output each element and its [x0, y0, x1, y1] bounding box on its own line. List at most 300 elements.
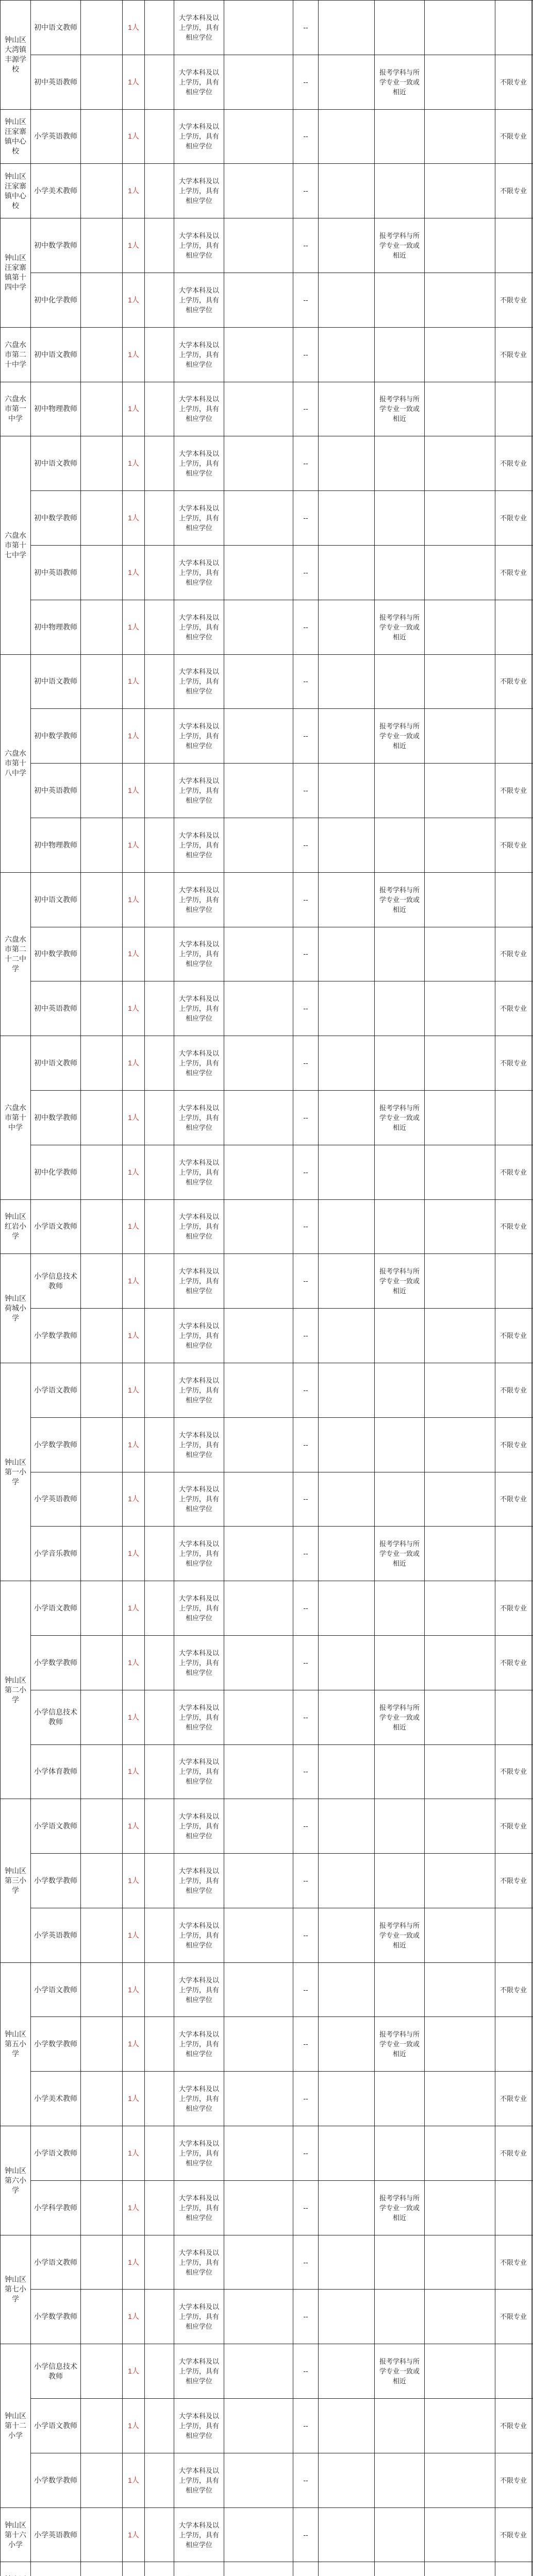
note-cell	[375, 1, 425, 55]
note-cell: 报考学科与所学专业一致或相近	[375, 55, 425, 109]
blank-cell	[319, 1, 375, 55]
unit-cell: 钟山区第十六小学	[1, 2507, 31, 2562]
blank-cell	[319, 2399, 375, 2453]
blank-cell	[145, 2072, 174, 2126]
blank-cell	[425, 1254, 495, 1309]
blank-cell	[81, 1854, 123, 1908]
tail-cell	[532, 1309, 533, 1363]
blank-cell	[224, 2235, 293, 2290]
post-cell: 小学信息技术教师	[31, 1254, 81, 1309]
education-cell: 大学本科及以上学历，具有相应学位	[174, 1581, 224, 1636]
tail-cell	[532, 1690, 533, 1744]
blank-cell	[319, 2235, 375, 2290]
table-row	[1, 1472, 533, 1527]
count-cell: 1人	[123, 436, 145, 491]
tail-cell	[532, 2017, 533, 2072]
unit-cell: 六盘水市第十七中学	[1, 436, 31, 654]
blank-cell	[224, 1363, 293, 1417]
blank-cell	[81, 2344, 123, 2399]
dash-cell: --	[293, 1908, 319, 1962]
blank-cell	[81, 709, 123, 764]
count-cell: 1人	[123, 1527, 145, 1581]
blank-cell	[81, 1581, 123, 1636]
blank-cell	[224, 109, 293, 164]
blank-cell	[145, 218, 174, 273]
unit-cell: 六盘水市第二十二中学	[1, 872, 31, 1036]
tail-cell	[532, 1472, 533, 1527]
blank-cell	[425, 2126, 495, 2181]
count-cell: 1人	[123, 600, 145, 654]
post-cell: 小学音乐教师	[31, 1527, 81, 1581]
blank-cell	[224, 1309, 293, 1363]
post-cell: 初中数学教师	[31, 218, 81, 273]
education-cell: 大学本科及以上学历，具有相应学位	[174, 2290, 224, 2344]
blank-cell	[81, 1635, 123, 1690]
education-cell: 大学本科及以上学历，具有相应学位	[174, 2072, 224, 2126]
dash-cell: --	[293, 273, 319, 327]
note-cell: 报考学科与所学专业一致或相近	[375, 218, 425, 273]
dash-cell: --	[293, 55, 319, 109]
unit-cell: 钟山区汪家寨镇第十四中学	[1, 218, 31, 328]
blank-cell	[224, 2507, 293, 2562]
note-cell	[375, 2562, 425, 2576]
dash-cell: --	[293, 1254, 319, 1309]
blank-cell	[81, 1744, 123, 1799]
blank-cell	[425, 1036, 495, 1091]
dash-cell: --	[293, 1690, 319, 1744]
blank-cell	[425, 2235, 495, 2290]
blank-cell	[319, 1145, 375, 1199]
table-row	[1, 164, 533, 218]
blank-cell	[81, 2235, 123, 2290]
blank-cell	[145, 1799, 174, 1854]
table-row	[1, 1744, 533, 1799]
dash-cell: --	[293, 327, 319, 382]
blank-cell	[81, 818, 123, 872]
education-cell: 大学本科及以上学历，具有相应学位	[174, 1472, 224, 1527]
count-cell: 1人	[123, 1854, 145, 1908]
education-cell: 大学本科及以上学历，具有相应学位	[174, 981, 224, 1036]
table-row	[1, 1962, 533, 2017]
blank-cell	[81, 927, 123, 981]
dash-cell: --	[293, 1309, 319, 1363]
note-cell	[375, 273, 425, 327]
major-cell	[495, 382, 532, 436]
count-cell: 1人	[123, 1635, 145, 1690]
blank-cell	[425, 1145, 495, 1199]
table-row	[1, 327, 533, 382]
blank-cell	[145, 981, 174, 1036]
blank-cell	[224, 1199, 293, 1254]
blank-cell	[319, 1090, 375, 1145]
blank-cell	[81, 55, 123, 109]
major-cell: 不限专业	[495, 55, 532, 109]
post-cell: 初中物理教师	[31, 382, 81, 436]
blank-cell	[425, 218, 495, 273]
note-cell	[375, 927, 425, 981]
table-row	[1, 654, 533, 709]
blank-cell	[224, 764, 293, 818]
note-cell: 报考学科与所学专业一致或相近	[375, 2344, 425, 2399]
tail-cell	[532, 764, 533, 818]
blank-cell	[319, 1854, 375, 1908]
education-cell: 大学本科及以上学历，具有相应学位	[174, 709, 224, 764]
blank-cell	[224, 1527, 293, 1581]
blank-cell	[319, 927, 375, 981]
table-row	[1, 2562, 533, 2576]
count-cell: 1人	[123, 1799, 145, 1854]
blank-cell	[425, 1854, 495, 1908]
tail-cell	[532, 2399, 533, 2453]
note-cell: 报考学科与所学专业一致或相近	[375, 600, 425, 654]
blank-cell	[145, 1254, 174, 1309]
table-row	[1, 1309, 533, 1363]
unit-cell: 六盘水市第十中学	[1, 1036, 31, 1199]
count-cell: 1人	[123, 1417, 145, 1472]
post-cell: 小学语文教师	[31, 2126, 81, 2181]
blank-cell	[319, 164, 375, 218]
dash-cell: --	[293, 1527, 319, 1581]
count-cell: 1人	[123, 654, 145, 709]
blank-cell	[145, 872, 174, 927]
post-cell: 小学语文教师	[31, 1363, 81, 1417]
post-cell: 小学数学教师	[31, 2017, 81, 2072]
count-cell: 1人	[123, 2344, 145, 2399]
major-cell: 不限专业	[495, 654, 532, 709]
blank-cell	[319, 1690, 375, 1744]
blank-cell	[319, 218, 375, 273]
table-row	[1, 436, 533, 491]
blank-cell	[319, 2290, 375, 2344]
blank-cell	[319, 2453, 375, 2507]
note-cell	[375, 436, 425, 491]
blank-cell	[81, 436, 123, 491]
post-cell: 初中化学教师	[31, 273, 81, 327]
blank-cell	[425, 1527, 495, 1581]
blank-cell	[145, 1145, 174, 1199]
post-cell: 初中物理教师	[31, 600, 81, 654]
blank-cell	[425, 545, 495, 600]
blank-cell	[81, 1309, 123, 1363]
major-cell: 不限专业	[495, 1744, 532, 1799]
note-cell: 报考学科与所学专业一致或相近	[375, 382, 425, 436]
post-cell: 小学美术教师	[31, 164, 81, 218]
note-cell	[375, 2507, 425, 2562]
education-cell: 大学本科及以上学历，具有相应学位	[174, 545, 224, 600]
blank-cell	[319, 1744, 375, 1799]
note-cell	[375, 109, 425, 164]
post-cell: 小学科学教师	[31, 2180, 81, 2235]
blank-cell	[224, 1635, 293, 1690]
major-cell	[495, 1254, 532, 1309]
table-row	[1, 1854, 533, 1908]
post-cell: 小学语文教师	[31, 1799, 81, 1854]
education-cell: 大学本科及以上学历，具有相应学位	[174, 1, 224, 55]
table-row	[1, 2453, 533, 2507]
blank-cell	[145, 1090, 174, 1145]
blank-cell	[224, 545, 293, 600]
blank-cell	[81, 491, 123, 546]
post-cell: 小学英语教师	[31, 2507, 81, 2562]
education-cell: 大学本科及以上学历，具有相应学位	[174, 2126, 224, 2181]
note-cell	[375, 1581, 425, 1636]
education-cell: 大学本科及以上学历，具有相应学位	[174, 2180, 224, 2235]
blank-cell	[81, 2453, 123, 2507]
major-cell	[495, 1090, 532, 1145]
education-cell: 大学本科及以上学历，具有相应学位	[174, 2344, 224, 2399]
blank-cell	[145, 55, 174, 109]
post-cell: 小学数学教师	[31, 1635, 81, 1690]
blank-cell	[81, 1690, 123, 1744]
major-cell: 不限专业	[495, 273, 532, 327]
dash-cell: --	[293, 1581, 319, 1636]
post-cell: 初中数学教师	[31, 927, 81, 981]
post-cell	[31, 2562, 81, 2576]
count-cell: 1人	[123, 1309, 145, 1363]
table-row	[1, 545, 533, 600]
count-cell: 1人	[123, 2126, 145, 2181]
blank-cell	[81, 273, 123, 327]
blank-cell	[224, 436, 293, 491]
blank-cell	[224, 872, 293, 927]
unit-cell: 六盘水市第一中学	[1, 382, 31, 436]
count-cell: 1人	[123, 709, 145, 764]
blank-cell	[224, 2399, 293, 2453]
blank-cell	[145, 491, 174, 546]
dash-cell: --	[293, 2344, 319, 2399]
tail-cell	[532, 1254, 533, 1309]
education-cell	[174, 2562, 224, 2576]
unit-cell: 钟山区汪家寨镇中心校	[1, 164, 31, 218]
education-cell: 大学本科及以上学历，具有相应学位	[174, 1854, 224, 1908]
blank-cell	[319, 1363, 375, 1417]
table-row	[1, 2072, 533, 2126]
note-cell	[375, 2235, 425, 2290]
blank-cell	[425, 2507, 495, 2562]
blank-cell	[224, 709, 293, 764]
blank-cell	[425, 2562, 495, 2576]
tail-cell	[532, 981, 533, 1036]
education-cell: 大学本科及以上学历，具有相应学位	[174, 818, 224, 872]
education-cell: 大学本科及以上学历，具有相应学位	[174, 872, 224, 927]
blank-cell	[145, 2344, 174, 2399]
post-cell: 初中英语教师	[31, 764, 81, 818]
major-cell: 不限专业	[495, 491, 532, 546]
blank-cell	[145, 1962, 174, 2017]
tail-cell	[532, 1036, 533, 1091]
count-cell: 1人	[123, 1908, 145, 1962]
major-cell: 不限专业	[495, 164, 532, 218]
tail-cell	[532, 818, 533, 872]
major-cell: 不限专业	[495, 1145, 532, 1199]
dash-cell: --	[293, 927, 319, 981]
education-cell: 大学本科及以上学历，具有相应学位	[174, 1635, 224, 1690]
blank-cell	[425, 109, 495, 164]
tail-cell	[532, 1090, 533, 1145]
blank-cell	[319, 764, 375, 818]
table-row	[1, 2017, 533, 2072]
blank-cell	[145, 1036, 174, 1091]
tail-cell	[532, 709, 533, 764]
blank-cell	[425, 1690, 495, 1744]
blank-cell	[145, 2507, 174, 2562]
note-cell: 报考学科与所学专业一致或相近	[375, 709, 425, 764]
unit-cell: 六盘水市第二十中学	[1, 327, 31, 382]
post-cell: 小学体育教师	[31, 1744, 81, 1799]
blank-cell	[224, 2562, 293, 2576]
education-cell: 大学本科及以上学历，具有相应学位	[174, 1690, 224, 1744]
major-cell: 不限专业	[495, 2235, 532, 2290]
education-cell: 大学本科及以上学历，具有相应学位	[174, 1908, 224, 1962]
post-cell: 初中英语教师	[31, 981, 81, 1036]
blank-cell	[145, 1527, 174, 1581]
post-cell: 初中英语教师	[31, 545, 81, 600]
blank-cell	[224, 55, 293, 109]
blank-cell	[145, 1, 174, 55]
count-cell: 1人	[123, 1254, 145, 1309]
blank-cell	[425, 2290, 495, 2344]
education-cell: 大学本科及以上学历，具有相应学位	[174, 1090, 224, 1145]
post-cell: 初中数学教师	[31, 1090, 81, 1145]
tail-cell	[532, 273, 533, 327]
note-cell: 报考学科与所学专业一致或相近	[375, 1527, 425, 1581]
major-cell	[495, 2562, 532, 2576]
count-cell: 1人	[123, 1, 145, 55]
blank-cell	[319, 1036, 375, 1091]
post-cell: 小学语文教师	[31, 2235, 81, 2290]
blank-cell	[319, 1309, 375, 1363]
tail-cell	[532, 1363, 533, 1417]
blank-cell	[145, 1690, 174, 1744]
blank-cell	[81, 872, 123, 927]
count-cell: 1人	[123, 2180, 145, 2235]
tail-cell	[532, 2072, 533, 2126]
blank-cell	[425, 2017, 495, 2072]
blank-cell	[145, 2399, 174, 2453]
blank-cell	[319, 1635, 375, 1690]
dash-cell: --	[293, 382, 319, 436]
count-cell: 1人	[123, 55, 145, 109]
blank-cell	[145, 600, 174, 654]
major-cell	[495, 1690, 532, 1744]
blank-cell	[319, 2126, 375, 2181]
note-cell	[375, 1417, 425, 1472]
count-cell: 1人	[123, 981, 145, 1036]
blank-cell	[224, 491, 293, 546]
post-cell: 小学数学教师	[31, 1417, 81, 1472]
major-cell: 不限专业	[495, 818, 532, 872]
education-cell: 大学本科及以上学历，具有相应学位	[174, 764, 224, 818]
tail-cell	[532, 600, 533, 654]
blank-cell	[145, 2017, 174, 2072]
blank-cell	[224, 1, 293, 55]
note-cell	[375, 1309, 425, 1363]
blank-cell	[81, 1199, 123, 1254]
tail-cell	[532, 654, 533, 709]
blank-cell	[145, 1417, 174, 1472]
dash-cell: --	[293, 2235, 319, 2290]
major-cell: 不限专业	[495, 2290, 532, 2344]
education-cell: 大学本科及以上学历，具有相应学位	[174, 491, 224, 546]
note-cell	[375, 1472, 425, 1527]
blank-cell	[224, 1090, 293, 1145]
blank-cell	[425, 2072, 495, 2126]
education-cell: 大学本科及以上学历，具有相应学位	[174, 109, 224, 164]
table-row	[1, 1581, 533, 1636]
note-cell: 报考学科与所学专业一致或相近	[375, 1254, 425, 1309]
blank-cell	[425, 764, 495, 818]
dash-cell: --	[293, 2017, 319, 2072]
tail-cell	[532, 1145, 533, 1199]
unit-cell: 钟山区第一小学	[1, 1363, 31, 1581]
blank-cell	[425, 2344, 495, 2399]
blank-cell	[224, 1036, 293, 1091]
blank-cell	[224, 327, 293, 382]
note-cell	[375, 2399, 425, 2453]
count-cell: 1人	[123, 164, 145, 218]
dash-cell: --	[293, 1854, 319, 1908]
dash-cell: --	[293, 2507, 319, 2562]
major-cell: 不限专业	[495, 545, 532, 600]
table-row	[1, 1254, 533, 1309]
major-cell: 不限专业	[495, 1417, 532, 1472]
blank-cell	[425, 1581, 495, 1636]
count-cell: 1人	[123, 1145, 145, 1199]
dash-cell: --	[293, 1417, 319, 1472]
blank-cell	[224, 2126, 293, 2181]
dash-cell: --	[293, 1962, 319, 2017]
count-cell: 1人	[123, 545, 145, 600]
note-cell	[375, 164, 425, 218]
dash-cell: --	[293, 1199, 319, 1254]
note-cell: 报考学科与所学专业一致或相近	[375, 1690, 425, 1744]
blank-cell	[224, 2017, 293, 2072]
tail-cell	[532, 2453, 533, 2507]
major-cell: 不限专业	[495, 1199, 532, 1254]
blank-cell	[81, 2562, 123, 2576]
tail-cell	[532, 218, 533, 273]
post-cell: 初中语文教师	[31, 327, 81, 382]
table-row	[1, 1908, 533, 1962]
blank-cell	[145, 2235, 174, 2290]
blank-cell	[425, 1962, 495, 2017]
post-cell: 小学语文教师	[31, 1962, 81, 2017]
blank-cell	[81, 1145, 123, 1199]
blank-cell	[81, 2507, 123, 2562]
table-row	[1, 2290, 533, 2344]
note-cell	[375, 1199, 425, 1254]
post-cell: 小学数学教师	[31, 1854, 81, 1908]
table-row	[1, 600, 533, 654]
major-cell: 不限专业	[495, 981, 532, 1036]
dash-cell: --	[293, 764, 319, 818]
blank-cell	[145, 2562, 174, 2576]
blank-cell	[81, 2017, 123, 2072]
education-cell: 大学本科及以上学历，具有相应学位	[174, 436, 224, 491]
note-cell	[375, 2072, 425, 2126]
table-row	[1, 491, 533, 546]
unit-cell: 钟山区第二小学	[1, 1581, 31, 1799]
blank-cell	[425, 436, 495, 491]
education-cell: 大学本科及以上学历，具有相应学位	[174, 2017, 224, 2072]
major-cell: 不限专业	[495, 2126, 532, 2181]
blank-cell	[224, 927, 293, 981]
blank-cell	[319, 491, 375, 546]
blank-cell	[319, 872, 375, 927]
blank-cell	[425, 2453, 495, 2507]
education-cell: 大学本科及以上学历，具有相应学位	[174, 2453, 224, 2507]
education-cell: 大学本科及以上学历，具有相应学位	[174, 382, 224, 436]
